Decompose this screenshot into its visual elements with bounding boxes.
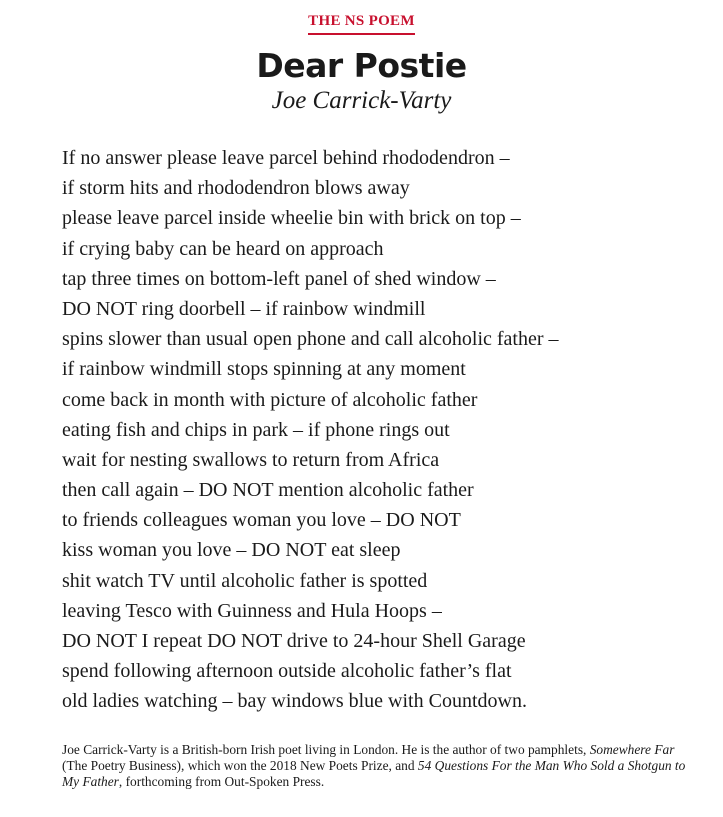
poem-line: come back in month with picture of alcoholic father <box>62 388 478 411</box>
poem-line: wait for nesting swallows to return from Africa <box>62 448 440 471</box>
poem-line: DO NOT I repeat DO NOT drive to 24-hour Shell Garage <box>62 630 526 652</box>
section-header <box>0 12 723 35</box>
bio-text: Joe Carrick-Varty is a British-born Irish poet living in London. He is the author of two pamphlets, <box>62 742 590 757</box>
poem-line: If no answer please leave parcel behind rhododendron – <box>62 147 510 169</box>
poem-line: old ladies watching – bay windows blue with Countdown. <box>62 690 527 713</box>
poem-line: if rainbow windmill stops spinning at any moment <box>62 358 466 381</box>
poem-line: leaving Tesco with Guinness and Hula Hoops – <box>62 599 442 622</box>
poem-line: then call again – DO NOT mention alcoholic father <box>62 479 474 502</box>
poem-line: spend following afternoon outside alcoholic father’s flat <box>62 660 512 683</box>
poem-line: DO NOT ring doorbell – if rainbow windmill <box>62 297 426 320</box>
bio-book-title: 54 Questions For the Man Who Sold a Shotgun to My Father <box>62 758 686 789</box>
bio-text: , forthcoming from Out-Spoken Press. <box>118 774 325 789</box>
poem-line: if storm hits and rhododendron blows away <box>62 177 410 200</box>
poem-line: please leave parcel inside wheelie bin with brick on top – <box>62 207 521 230</box>
bio-book-title: Somewhere Far <box>589 742 675 757</box>
poem-line: if crying baby can be heard on approach <box>62 237 384 260</box>
section-label: THE NS POEM <box>308 13 415 35</box>
poem-title: Dear Postie <box>256 46 467 85</box>
poem-line: eating fish and chips in park – if phone rings out <box>62 418 450 441</box>
author-bio <box>62 742 702 790</box>
poem-line: spins slower than usual open phone and call alcoholic father – <box>62 328 559 351</box>
poem-line: to friends colleagues woman you love – DO NOT <box>62 509 461 532</box>
poem-author: Joe Carrick-Varty <box>271 87 452 114</box>
poem-line: kiss woman you love – DO NOT eat sleep <box>62 539 401 562</box>
poem-line: shit watch TV until alcoholic father is spotted <box>62 569 428 592</box>
bio-text: (The Poetry Business), which won the 2018 New Poets Prize, and <box>62 758 418 773</box>
poem-body <box>62 143 702 717</box>
poem-line: tap three times on bottom-left panel of shed window – <box>62 267 496 290</box>
